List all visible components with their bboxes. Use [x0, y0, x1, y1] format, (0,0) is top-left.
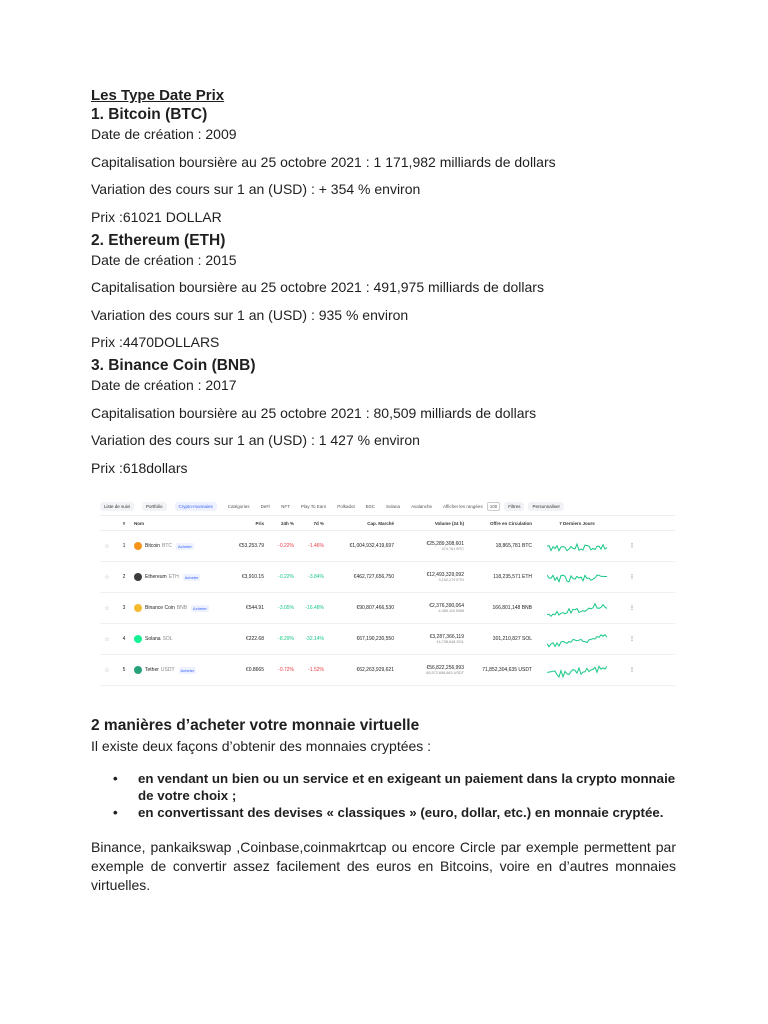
volume-value: [394, 665, 464, 675]
price: Prix :61021 DOLLAR: [91, 208, 222, 225]
tab-portfolio[interactable]: Portfolio: [142, 502, 167, 511]
sparkline-line: [547, 635, 607, 647]
col-7-days: 7 Derniers Jours: [559, 520, 595, 526]
change-7d: -3.84%: [308, 574, 324, 580]
star-icon[interactable]: ☆: [104, 605, 110, 612]
market-cap-value: €67,190,230,550: [356, 636, 394, 642]
coin-name[interactable]: [134, 635, 229, 643]
creation-date: Date de création : 2015: [91, 251, 237, 268]
volume-sub: 474,761 BTC: [441, 547, 464, 551]
rows-select[interactable]: 100: [487, 502, 501, 511]
coin-logo-icon: [134, 666, 142, 674]
tab-bsc[interactable]: BSC: [365, 503, 376, 509]
star-icon[interactable]: ☆: [104, 667, 110, 674]
rows-label: Afficher les rangées: [443, 503, 483, 509]
coin-symbol: ETH: [168, 574, 179, 580]
circulating-supply: 18,865,781 BTC: [495, 543, 532, 549]
circulating-supply: 301,210,827 SOL: [492, 636, 532, 642]
star-icon[interactable]: ☆: [104, 574, 110, 581]
table-row[interactable]: [100, 562, 675, 593]
coin-name-text: Tether: [145, 667, 159, 673]
coin-name-text: Ethereum: [145, 574, 167, 580]
coin-logo-icon: [134, 573, 142, 581]
volume-main: €25,289,308,601: [426, 541, 464, 547]
volume-value: [394, 541, 464, 551]
section-heading: 2 manières d’acheter votre monnaie virtuelle: [91, 717, 420, 734]
section-intro: Il existe deux façons d’obtenir des monnaies cryptées :: [91, 738, 432, 754]
table-body: [100, 531, 675, 686]
volume-value: [394, 572, 464, 582]
change-24h: -8.29%: [278, 636, 294, 642]
list-item: [91, 804, 678, 821]
tab-categories[interactable]: Catégories: [227, 503, 250, 509]
coin-name-text: Bitcoin: [145, 543, 161, 549]
coin-price: €0.8665: [245, 667, 264, 673]
change-7d: -1.46%: [308, 543, 324, 549]
circulating-supply: 71,852,304,635 USDT: [482, 667, 532, 673]
bullet-icon: •: [113, 771, 118, 786]
rank: 3: [122, 605, 126, 611]
coin-symbol: BNB: [176, 605, 188, 611]
col-rank[interactable]: #: [122, 520, 126, 526]
market-cap-value: €1,004,932,419,697: [349, 543, 394, 549]
filters-button[interactable]: Filtres: [504, 502, 524, 511]
market-cap: Capitalisation boursière au 25 octobre 2021 : 1 171,982 milliards de dollars: [91, 153, 556, 170]
market-cap: Capitalisation boursière au 25 octobre 2021 : 491,975 milliards de dollars: [91, 279, 544, 295]
more-icon[interactable]: ⋮: [629, 667, 635, 673]
tab-cryptocurrencies[interactable]: Crypto-monnaies: [175, 502, 217, 511]
price: Prix :4470DOLLARS: [91, 334, 220, 350]
col-24h[interactable]: 24h %: [280, 520, 294, 526]
tab-defi[interactable]: DeFi: [260, 503, 271, 509]
market-cap-value: €90,807,466,530: [356, 605, 394, 611]
change-24h: -0.22%: [278, 574, 294, 580]
coin-price: €544.91: [245, 605, 264, 611]
coin-name[interactable]: [134, 542, 229, 550]
rank: 2: [122, 574, 126, 580]
tab-solana[interactable]: Solana: [386, 503, 401, 509]
buy-button[interactable]: Acheter: [180, 667, 195, 673]
list-item-text: en vendant un bien ou un service et en exigeant un paiement dans la crypto monnaie de votre choix ;: [138, 771, 676, 803]
tab-watchlist[interactable]: Liste de suivi: [100, 502, 134, 511]
more-icon[interactable]: ⋮: [629, 574, 635, 580]
sparkline-line: [547, 604, 607, 617]
market-cap-value: €462,727,656,750: [353, 574, 394, 580]
rank: 4: [122, 636, 126, 642]
coin-price: €53,253.79: [238, 543, 264, 549]
market-cap: Capitalisation boursière au 25 octobre 2021 : 80,509 milliards de dollars: [91, 404, 537, 421]
buy-button[interactable]: Acheter: [193, 605, 207, 611]
volume-main: €12,493,329,092: [426, 572, 464, 578]
more-icon[interactable]: ⋮: [629, 636, 635, 642]
sparkline-chart: [532, 537, 622, 555]
table-row[interactable]: [100, 624, 675, 655]
change-7d: -1.52%: [308, 667, 324, 673]
buy-button[interactable]: Acheter: [178, 543, 192, 549]
more-icon[interactable]: ⋮: [629, 605, 635, 611]
change-24h: -0.22%: [278, 543, 294, 549]
volume-main: €2,376,390,064: [429, 603, 464, 609]
price: Prix :618dollars: [91, 459, 188, 476]
col-volume[interactable]: Volume (24 h): [434, 520, 464, 526]
buy-button[interactable]: Acheter: [184, 574, 199, 580]
coin-logo-icon: [134, 604, 142, 612]
coin-symbol: SOL: [162, 636, 173, 642]
tab-nft[interactable]: NFT: [281, 503, 290, 509]
volume-main: €56,822,256,993: [426, 665, 464, 671]
table-row[interactable]: [100, 531, 675, 562]
sparkline-line: [547, 575, 607, 582]
table-header: [100, 516, 675, 531]
volume-sub: 3,192,279 ETH: [438, 578, 464, 582]
rank: 5: [122, 667, 126, 673]
volume-sub: 4,365,110 BNB: [438, 609, 464, 613]
list-item-text: en convertissant des devises « classiques » (euro, dollar, etc.) en monnaie cryptée.: [138, 805, 664, 820]
customize-button[interactable]: Personnaliser: [528, 502, 564, 511]
creation-date: Date de création : 2009: [91, 126, 237, 142]
tab-avalanche[interactable]: Avalanche: [411, 503, 432, 509]
sparkline-line: [547, 666, 607, 677]
coin-heading-bitcoin: 1. Bitcoin (BTC): [91, 106, 208, 123]
sparkline-line: [547, 544, 607, 551]
coin-heading-ethereum: 2. Ethereum (ETH): [91, 231, 226, 249]
star-icon[interactable]: ☆: [104, 543, 110, 550]
volume-value: [394, 603, 464, 613]
market-cap-value: €62,263,929,621: [356, 667, 394, 673]
tab-polkadot[interactable]: Polkadot: [337, 503, 355, 509]
annual-variation: Variation des cours sur 1 an (USD) : 935 % environ: [91, 306, 409, 323]
coin-heading-binance: 3. Binance Coin (BNB): [91, 357, 256, 374]
annual-variation: Variation des cours sur 1 an (USD) : 1 427 % environ: [91, 432, 420, 448]
bullet-icon: •: [113, 805, 118, 820]
volume-main: €3,287,366,119: [429, 634, 464, 640]
sparkline-chart: [532, 599, 622, 617]
coin-price: €3,910.15: [241, 574, 264, 580]
change-7d: -32.14%: [305, 636, 324, 642]
coin-name-text: Solana: [145, 636, 161, 642]
coin-logo-icon: [134, 542, 142, 550]
table-tab-bar: [100, 497, 675, 516]
sparkline-chart: [532, 568, 622, 586]
coin-name[interactable]: [134, 666, 229, 674]
bullet-list: [91, 770, 678, 821]
rank: 1: [122, 543, 126, 549]
tab-play-to-earn[interactable]: Play To Earn: [300, 503, 327, 509]
coin-logo-icon: [134, 635, 142, 643]
table-row[interactable]: [100, 655, 675, 686]
change-24h: -0.72%: [278, 667, 294, 673]
coin-name-text: Binance Coin: [145, 605, 175, 611]
coin-symbol: USDT: [160, 667, 175, 673]
list-item: [91, 770, 678, 804]
change-24h: -3.05%: [278, 605, 294, 611]
document-page: [91, 86, 677, 477]
circulating-supply: 118,235,571 ETH: [493, 574, 532, 580]
table-row[interactable]: [100, 593, 675, 624]
volume-value: [394, 634, 464, 644]
coin-name[interactable]: [134, 573, 229, 581]
coin-price: €222.68: [245, 636, 264, 642]
change-7d: -16.48%: [305, 605, 324, 611]
col-supply[interactable]: Offre en Circulation: [489, 520, 532, 526]
crypto-market-table: [100, 497, 675, 683]
document-title: Les Type Date Prix: [91, 87, 225, 104]
more-icon[interactable]: ⋮: [629, 543, 635, 549]
sparkline-chart: [532, 630, 622, 648]
col-price[interactable]: Prix: [255, 520, 264, 526]
circulating-supply: 166,801,148 BNB: [492, 605, 532, 611]
closing-paragraph: Binance, pankaikswap ,Coinbase,coinmakrtcap ou encore Circle par exemple permettent par exemple de convertir assez facilement des euros en Bitcoins, voire en d’autres monnaies virtuelles.: [91, 839, 676, 893]
creation-date: Date de création : 2017: [91, 377, 237, 393]
col-7d[interactable]: 7d %: [313, 520, 324, 526]
coin-symbol: BTC: [162, 543, 173, 549]
coin-name[interactable]: [134, 604, 229, 612]
col-name[interactable]: Nom: [134, 520, 144, 526]
star-icon[interactable]: ☆: [104, 636, 110, 643]
annual-variation: Variation des cours sur 1 an (USD) : + 354 % environ: [91, 181, 421, 197]
sparkline-chart: [532, 661, 622, 679]
volume-sub: 65,572,658,663 USDT: [426, 671, 464, 675]
volume-sub: 14,738,648 SOL: [436, 640, 464, 644]
col-market-cap[interactable]: Cap. Marché: [367, 520, 394, 526]
